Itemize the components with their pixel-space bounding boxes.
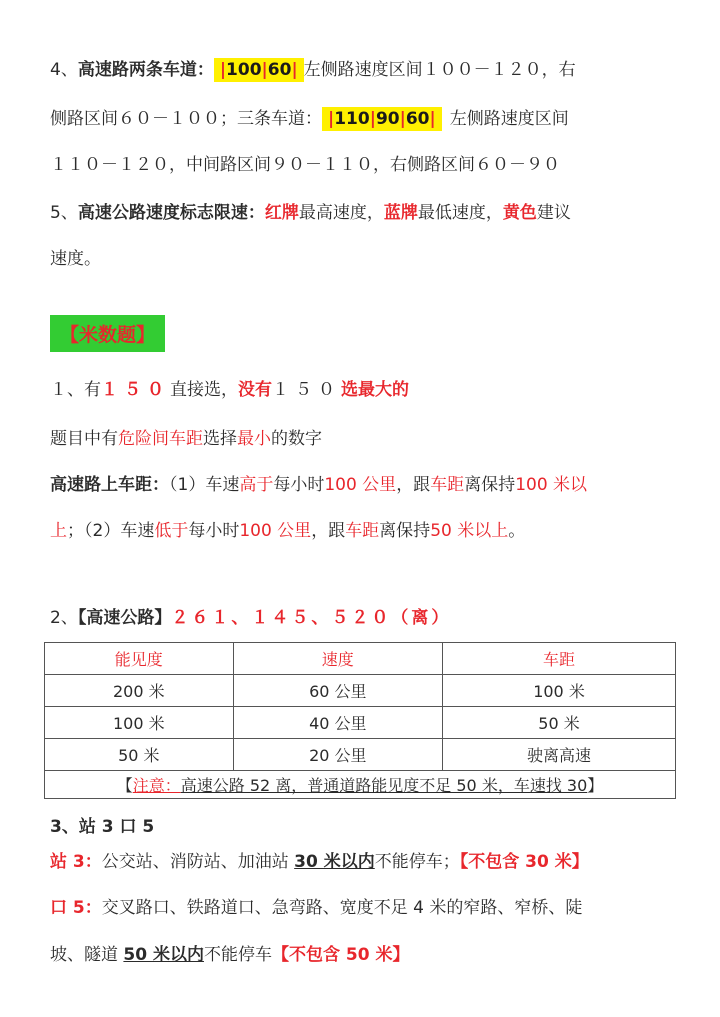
lane-badge-two: |100|60| <box>214 58 304 82</box>
table-note: 【注意：高速公路 52 离，普通道路能见度不足 50 米，车速找 30】 <box>45 771 676 799</box>
sec5-title: 高速公路速度标志限速： <box>77 203 265 223</box>
sec4-text-a1: 左侧路速度区间１００－１２０，右 <box>303 60 576 80</box>
lane-badge-three: |110|90|60| <box>322 107 442 131</box>
table-row: 100 米 40 公里 50 米 <box>45 707 676 739</box>
blue-sign: 蓝牌 <box>383 203 418 223</box>
highway-codes: ２６１、１４５、５２０（离） <box>171 608 452 628</box>
rule-danger-line: 题目中有危险间车距选择最小的数字 <box>50 429 322 449</box>
visibility-speed-table <box>44 642 676 799</box>
sec4-line2: 侧路区间６０－１００；三条车道： |110|90|60| 左侧路速度区间 <box>50 109 569 129</box>
header-speed: 速度 <box>233 643 442 675</box>
sec4-num: 4、 <box>50 60 78 80</box>
mouth-rule-line2: 坡、隧道 50 米以内不能停车【不包含 50 米】 <box>50 945 410 965</box>
station-rule-line: 站 3：公交站、消防站、加油站 30 米以内不能停车；【不包含 30 米】 <box>50 852 589 872</box>
highway-gap-line2: 上；（2）车速低于每小时100 公里，跟车距离保持50 米以上。 <box>50 521 526 541</box>
header-gap: 车距 <box>443 643 676 675</box>
sec4-line3: １１０－１２０，中间路区间９０－１１０，右侧路区间６０－９０ <box>50 155 560 175</box>
sec5-line1: 5、高速公路速度标志限速：红牌最高速度，蓝牌最低速度，黄色建议 <box>50 203 571 223</box>
rule1-line: １、有１５０直接选，没有１５０选最大的 <box>50 380 409 400</box>
red-sign: 红牌 <box>264 203 299 223</box>
station-rule-title: 3、站 3 口 5 <box>50 817 155 837</box>
header-visibility: 能见度 <box>45 643 234 675</box>
sec4-title: 高速路两条车道： <box>77 60 214 80</box>
table-row: 50 米 20 公里 驶离高速 <box>45 739 676 771</box>
table-row: 200 米 60 公里 100 米 <box>45 675 676 707</box>
sec4-line1 <box>50 55 576 80</box>
highway-section-title: 2、【高速公路】２６１、１４５、５２０（离） <box>50 608 452 628</box>
sec5-line2: 速度。 <box>50 249 101 269</box>
table-header-row <box>45 643 676 675</box>
meter-questions-tag: 【米数题】 <box>50 315 165 352</box>
highway-gap-line1: 高速路上车距：（1）车速高于每小时100 公里，跟车距离保持100 米以 <box>50 475 588 495</box>
table-note-row <box>45 771 676 799</box>
highway-gap-title: 高速路上车距： <box>50 475 169 495</box>
yellow-sign: 黄色 <box>502 203 537 223</box>
mouth-rule-line1: 口 5：交叉路口、铁路道口、急弯路、宽度不足 4 米的窄路、窄桥、陡 <box>50 898 583 918</box>
